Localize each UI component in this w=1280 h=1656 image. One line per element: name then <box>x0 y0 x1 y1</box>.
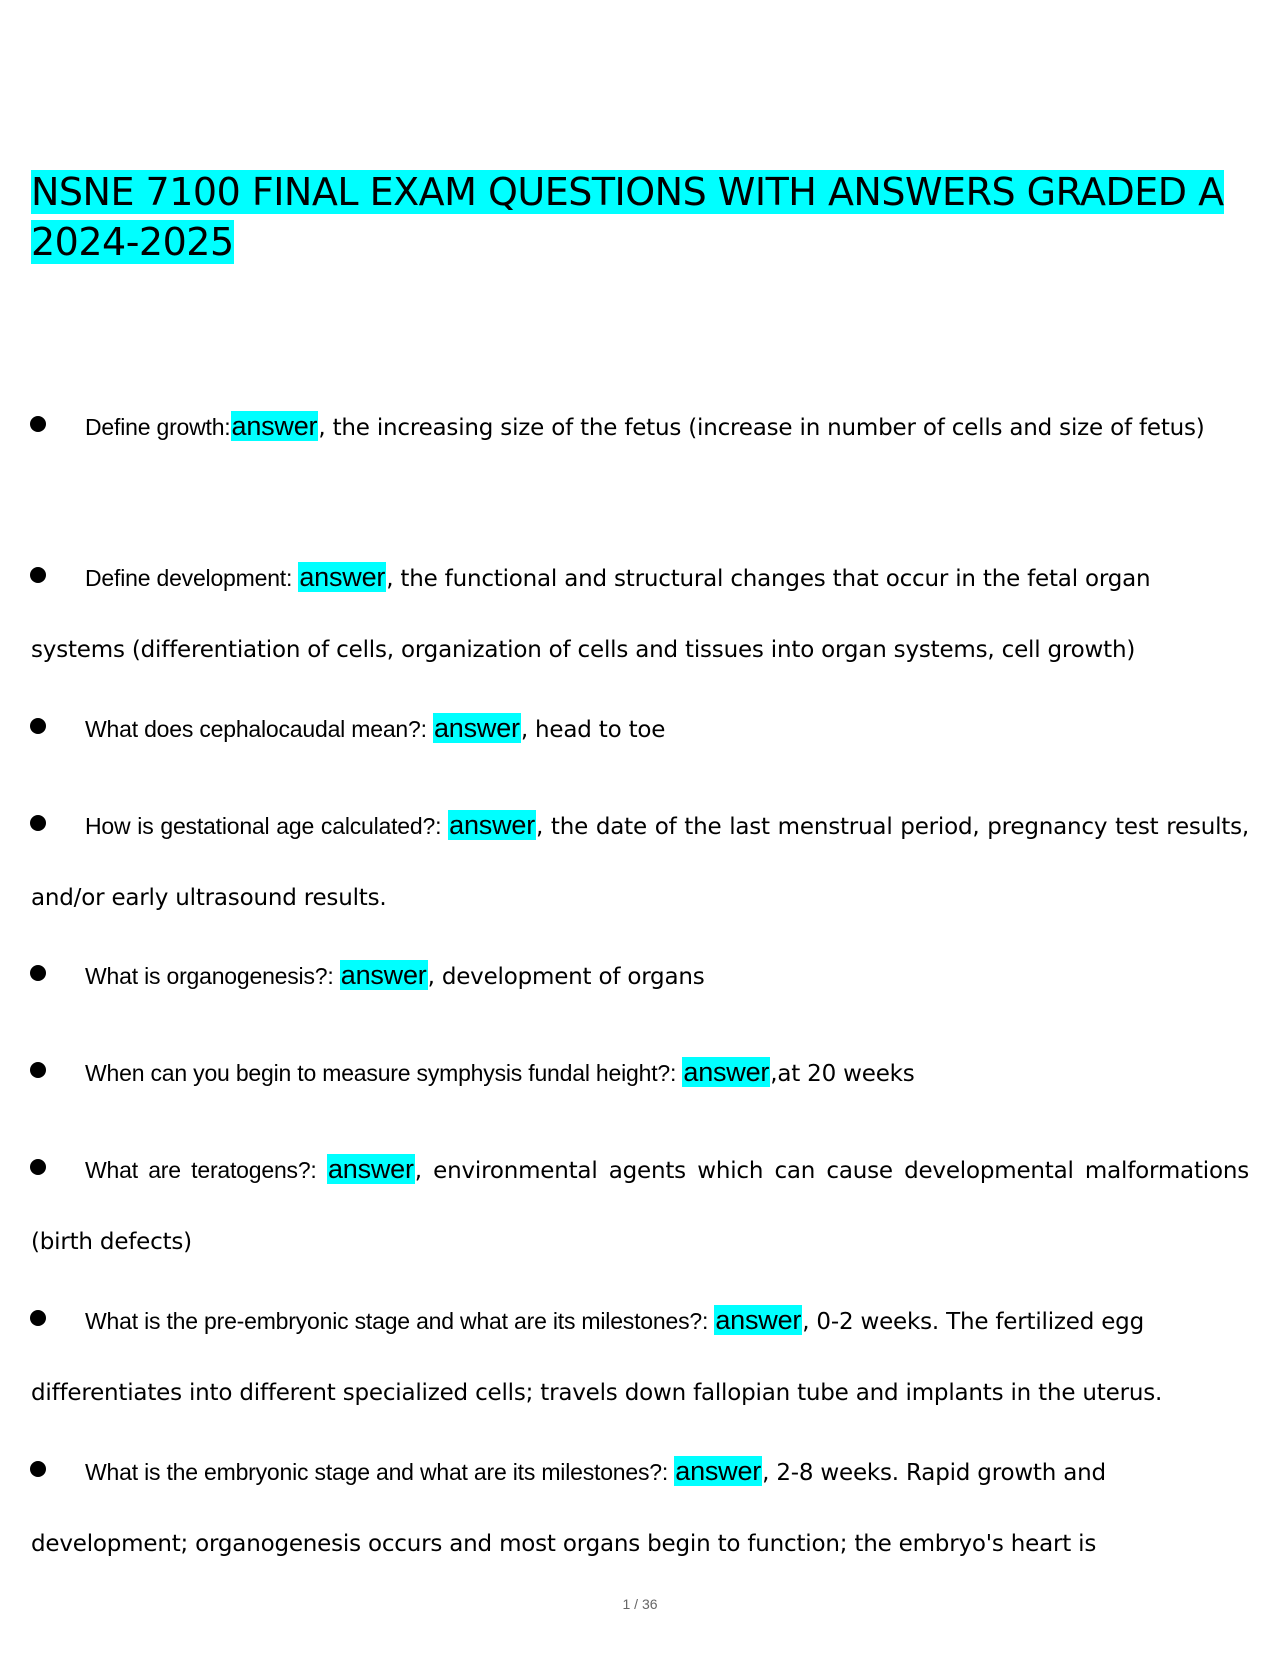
answer-tag: answer <box>231 411 318 441</box>
answer-text: ,at 20 weeks <box>770 1061 915 1087</box>
question-text: What does cephalocaudal mean?: <box>85 716 433 742</box>
document-title: NSNE 7100 FINAL EXAM QUESTIONS WITH ANSWERS GRADED A 2024-2025 <box>31 170 1224 264</box>
question-text: Define development: <box>85 565 299 591</box>
answer-tag: answer <box>340 960 427 990</box>
bullet-icon <box>30 1062 46 1078</box>
answer-text: , environmental agents which can cause developmental malformations (birth defects) <box>31 1158 1249 1255</box>
question-text: What is the pre-embryonic stage and what are its milestones?: <box>85 1308 715 1334</box>
qa-item <box>31 542 1249 686</box>
answer-tag: answer <box>675 1456 762 1486</box>
answer-tag: answer <box>449 810 535 840</box>
bullet-icon <box>30 1159 46 1175</box>
answer-text: , head to toe <box>520 717 666 743</box>
answer-text: , the date of the last menstrual period, pregnancy test results, and/or early ultrasound results. <box>31 814 1249 911</box>
question-text: How is gestational age calculated?: <box>85 813 449 839</box>
bullet-icon <box>30 1310 46 1326</box>
qa-item <box>31 1134 1249 1278</box>
answer-text: , the increasing size of the fetus (increase in number of cells and size of fetus) <box>318 415 1205 441</box>
bullet-icon <box>30 965 46 981</box>
qa-item <box>31 790 1249 934</box>
page-indicator: 1 / 36 <box>622 1596 658 1612</box>
question-text: Define growth: <box>85 414 231 440</box>
bullet-icon <box>30 567 46 583</box>
bullet-icon <box>30 416 46 432</box>
question-text: What are teratogens?: <box>85 1157 327 1183</box>
qa-item <box>31 1037 1249 1110</box>
answer-tag: answer <box>433 713 520 743</box>
answer-text: , 2-8 weeks. Rapid growth and development; organogenesis occurs and most organs begin to function; the embryo's heart is <box>31 1460 1106 1557</box>
question-text: What is the embryonic stage and what are its milestones?: <box>85 1459 675 1485</box>
qa-item <box>31 391 1249 464</box>
answer-tag: answer <box>327 1154 414 1184</box>
answer-text: , the functional and structural changes that occur in the fetal organ systems (differentiation of cells, organization of cells and tissues into organ systems, cell growth) <box>31 566 1151 663</box>
qa-item <box>31 1436 1249 1580</box>
bullet-icon <box>30 718 46 734</box>
answer-text: , development of organs <box>427 964 705 990</box>
question-text: What is organogenesis?: <box>85 963 340 989</box>
answer-text: , 0-2 weeks. The fertilized egg differentiates into different specialized cells; travels down fallopian tube and implants in the uterus. <box>31 1309 1163 1406</box>
qa-item <box>31 693 1249 766</box>
answer-tag: answer <box>299 562 386 592</box>
question-text: When can you begin to measure symphysis fundal height?: <box>85 1060 683 1086</box>
qa-item <box>31 1285 1249 1429</box>
bullet-icon <box>30 1461 46 1477</box>
bullet-icon <box>30 815 46 831</box>
qa-item <box>31 940 1249 1013</box>
answer-tag: answer <box>715 1305 802 1335</box>
answer-tag: answer <box>683 1057 770 1087</box>
